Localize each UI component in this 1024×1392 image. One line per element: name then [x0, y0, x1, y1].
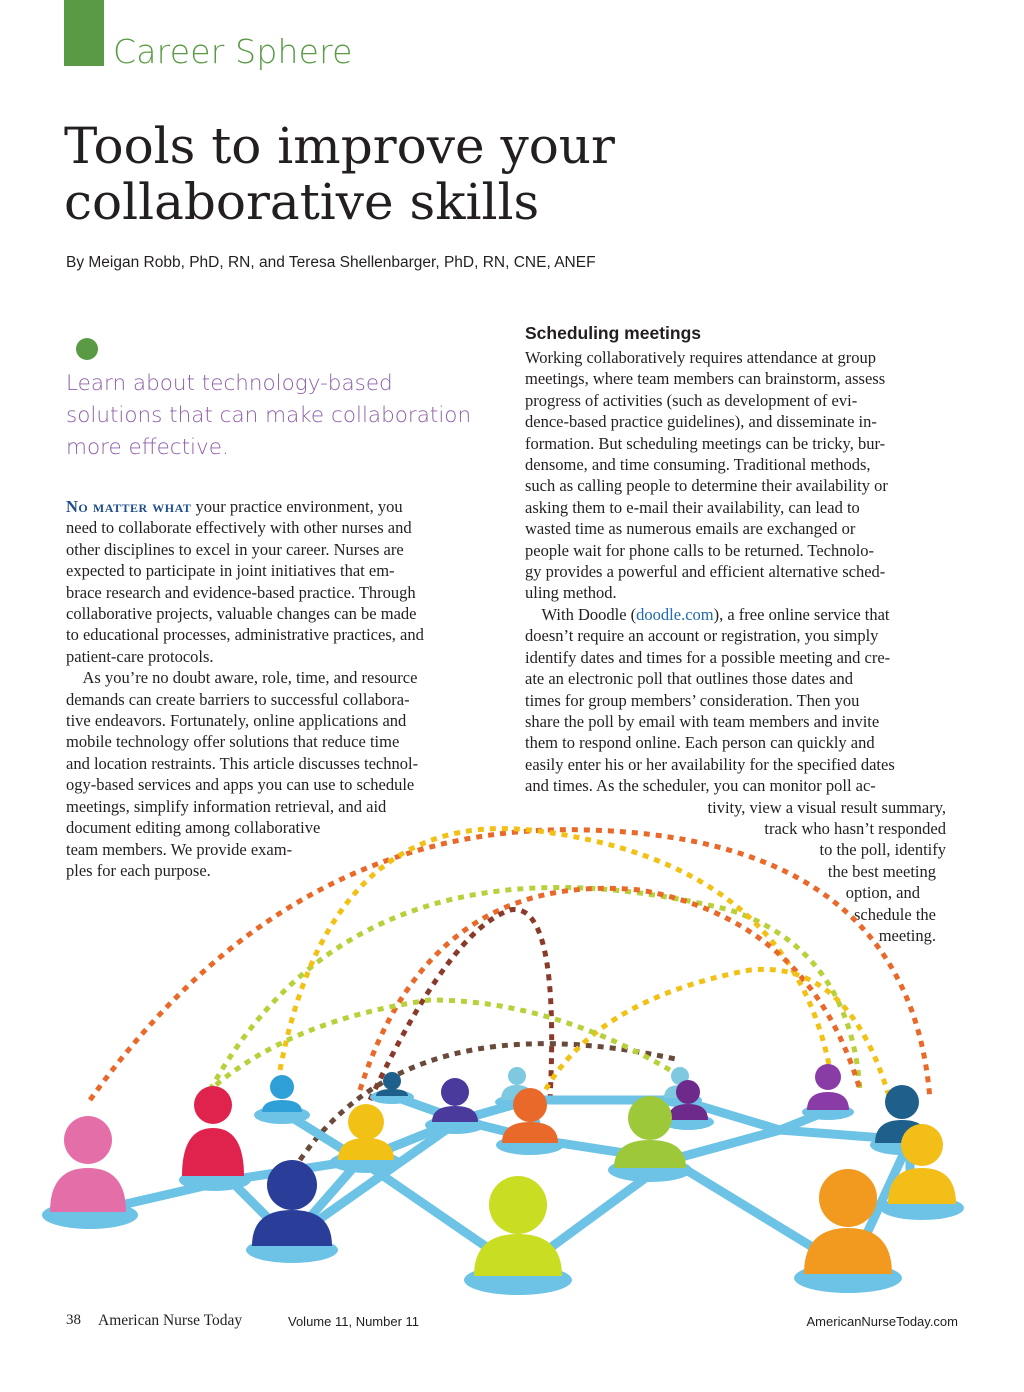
body-line: and location restraints. This article discusses technol-: [66, 753, 419, 773]
body-line: mobile technology offer solutions that reduce time: [66, 732, 400, 752]
body-line: No matter what your practice environment, you: [66, 497, 403, 516]
intro-line: solutions that can make collaboration: [66, 403, 472, 428]
issue-volume: Volume 11, Number 11: [288, 1314, 420, 1329]
body-line: meeting.: [878, 925, 936, 945]
body-line: people wait for phone calls to be returned. Technolo-: [525, 540, 875, 560]
people-network-illustration: [30, 800, 1020, 1310]
section-heading: Scheduling meetings: [525, 323, 701, 343]
body-line: and times. As the scheduler, you can monitor poll ac-: [525, 776, 876, 796]
body-line: tive endeavors. Fortunately, online applications and: [66, 711, 407, 731]
body-line: asking them to e-mail their availability, can lead to: [525, 497, 860, 517]
body-line: progress of activities (such as development of evi-: [525, 390, 858, 410]
body-line: patient-care protocols.: [66, 646, 214, 666]
body-line: to educational processes, administrative practices, and: [66, 625, 424, 645]
section-label: Career Sphere: [113, 32, 353, 71]
body-line: doesn’t require an account or registration, you simply: [525, 626, 879, 646]
byline: By Meigan Robb, PhD, RN, and Teresa Shellenbarger, PhD, RN, CNE, ANEF: [66, 254, 596, 271]
body-line: meetings, simplify information retrieval, and aid: [66, 796, 387, 816]
title-line-1: Tools to improve your: [64, 117, 615, 175]
body-line: uling method.: [525, 583, 617, 603]
body-line: document editing among collaborative: [66, 818, 321, 838]
body-line: times for group members’ consideration. Then you: [525, 690, 860, 710]
lead-in: No matter what: [66, 497, 192, 516]
body-line: meetings, where team members can brainstorm, assess: [525, 369, 886, 389]
body-line: collaborative projects, valuable changes can be made: [66, 604, 417, 624]
body-line: formation. But scheduling meetings can be tricky, bur-: [525, 433, 886, 453]
body-line: track who hasn’t responded: [764, 818, 946, 838]
body-line: identify dates and times for a possible meeting and cre-: [525, 647, 891, 667]
body-line: densome, and time consuming. Traditional methods,: [525, 455, 871, 475]
body-line: expected to participate in joint initiatives that em-: [66, 561, 395, 581]
intro-line: more effective.: [66, 435, 229, 460]
body-line: dence-based practice guidelines), and disseminate in-: [525, 412, 877, 432]
body-line: Working collaboratively requires attendance at group: [525, 348, 876, 367]
body-line: wasted time as numerous emails are exchanged or: [525, 519, 856, 539]
title-line-2: collaborative skills: [64, 173, 540, 231]
publication-name: American Nurse Today: [98, 1312, 243, 1329]
body-line: gy provides a powerful and efficient alternative sched-: [525, 562, 886, 582]
body-line: easily enter his or her availability for the specified dates: [525, 754, 895, 774]
body-line: demands can create barriers to successful collabora-: [66, 689, 410, 709]
body-line: the best meeting: [827, 861, 936, 881]
body-line: brace research and evidence-based practice. Through: [66, 582, 416, 602]
body-line: other disciplines to excel in your career. Nurses are: [66, 539, 404, 559]
body-line: them to respond online. Each person can quickly and: [525, 733, 875, 753]
body-line: such as calling people to determine their availability or: [525, 476, 888, 496]
intro-line: Learn about technology-based: [66, 371, 393, 396]
body-line: ples for each purpose.: [66, 860, 211, 880]
body-line: tivity, view a visual result summary,: [707, 797, 946, 817]
intro-deck: [66, 368, 516, 464]
body-line: schedule the: [853, 904, 936, 924]
body-line: team members. We provide exam-: [66, 839, 293, 859]
person-figures: [42, 1064, 964, 1295]
body-line: need to collaborate effectively with other nurses and: [66, 518, 412, 538]
body-line: option, and: [845, 883, 920, 903]
body-line: to the poll, identify: [819, 840, 946, 860]
section-color-bar: [64, 0, 104, 66]
body-line: With Doodle (doodle.com), a free online service that: [525, 604, 890, 624]
article-title: [64, 118, 615, 230]
body-line: As you’re no doubt aware, role, time, and resource: [66, 668, 418, 688]
page-number: 38: [66, 1312, 81, 1328]
bullet-dot-icon: [76, 338, 98, 360]
body-line: share the poll by email with team members and invite: [525, 711, 880, 731]
body-line: ate an electronic poll that outlines those dates and: [525, 669, 854, 689]
body-line: ogy-based services and apps you can use to schedule: [66, 775, 415, 795]
doodle-link[interactable]: doodle.com: [636, 604, 714, 624]
publication-url[interactable]: AmericanNurseToday.com: [806, 1314, 958, 1329]
